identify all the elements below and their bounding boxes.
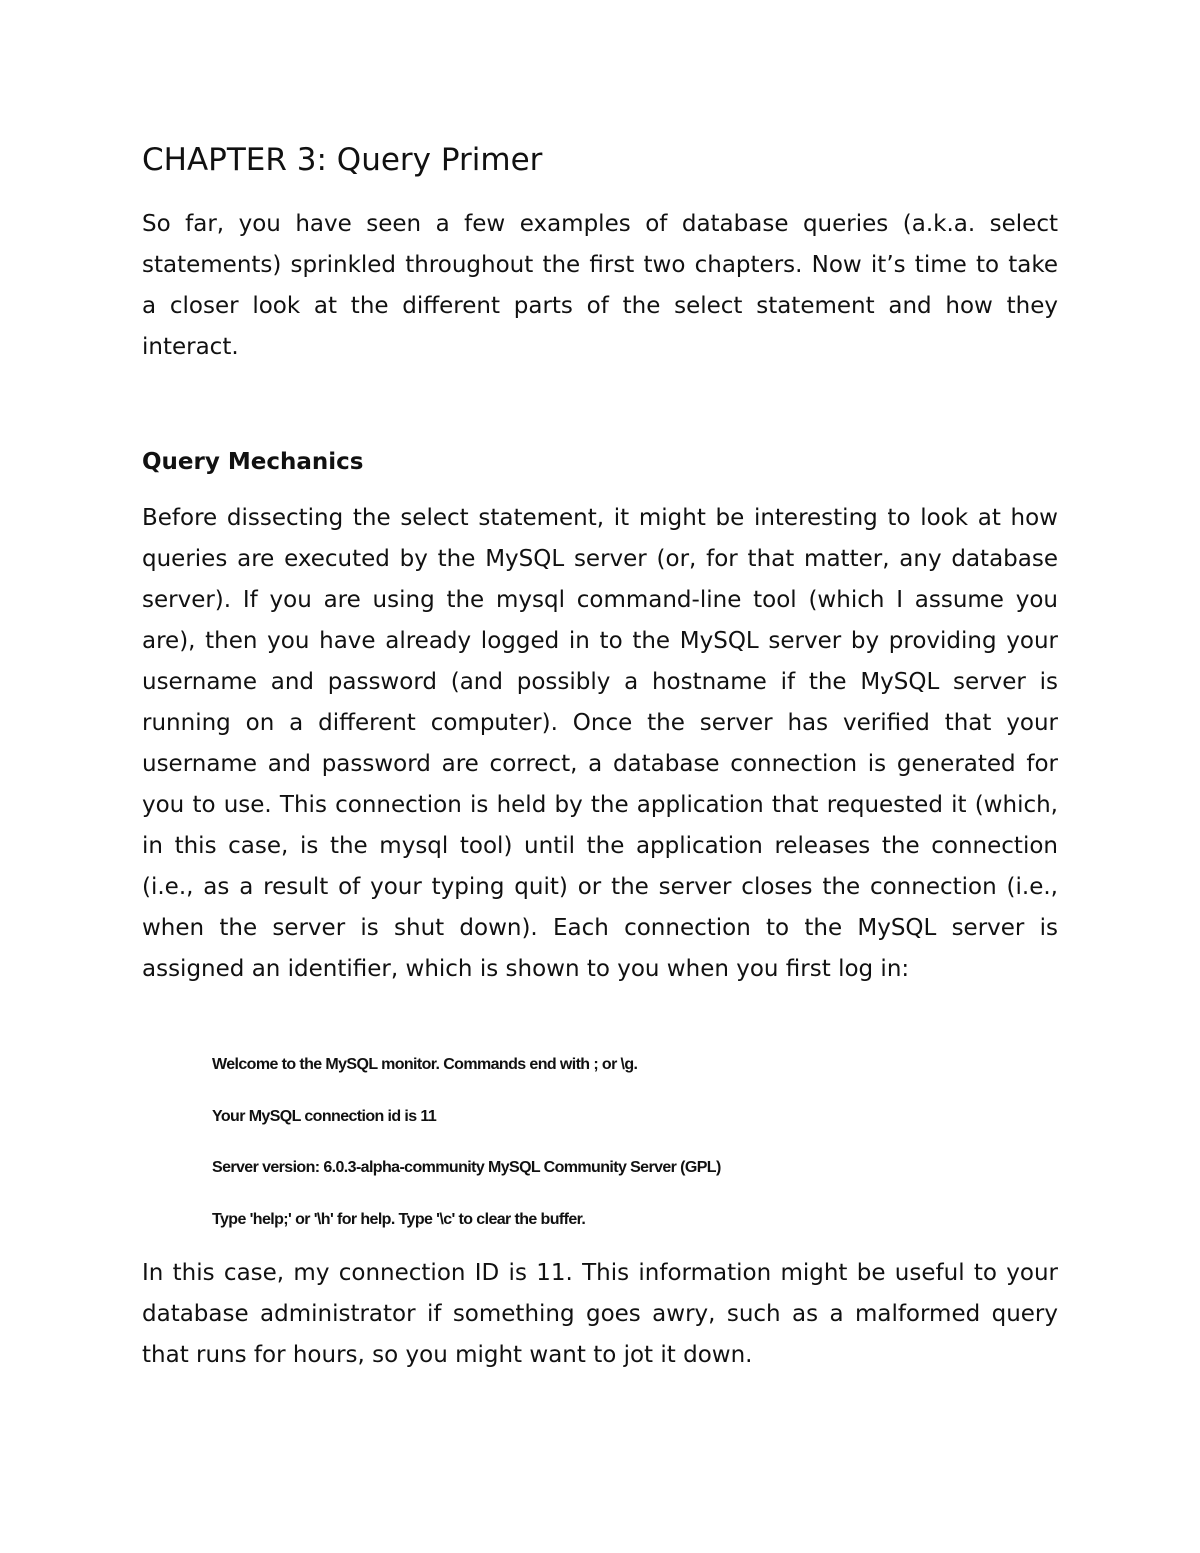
section-heading: Query Mechanics: [142, 449, 364, 475]
code-line: Welcome to the MySQL monitor. Commands end with ; or \g.: [212, 1056, 638, 1073]
code-line: Type 'help;' or '\h' for help. Type '\c' to clear the buffer.: [212, 1211, 586, 1228]
chapter-title: CHAPTER 3: Query Primer: [142, 142, 543, 178]
body-paragraph: Before dissecting the select statement, it might be interesting to look at how queries are executed by the MySQL server (or, for that matter, any database server). If you are using the mysql command-line tool (which I assume you are), then you have already logged in to the MySQL server by providing your username and password (and possibly a hostname if the MySQL server is running on a different computer). Once the server has verified that your username and password are correct, a database connection is generated for you to use. This connection is held by the application that requested it (which, in this case, is the mysql tool) until the application releases the connection (i.e., as a result of your typing quit) or the server closes the connection (i.e., when the server is shut down). Each connection to the MySQL server is assigned an identifier, which is shown to you when you first log in:: [142, 505, 1058, 982]
intro-paragraph: So far, you have seen a few examples of database queries (a.k.a. select statements) sprinkled throughout the first two chapters. Now it’s time to take a closer look at the different parts of the select statement and how they interact.: [142, 211, 1058, 360]
code-line: Server version: 6.0.3-alpha-community MySQL Community Server (GPL): [212, 1159, 721, 1176]
code-line: Your MySQL connection id is 11: [212, 1108, 437, 1125]
body-paragraph: In this case, my connection ID is 11. This information might be useful to your database administrator if something goes awry, such as a malformed query that runs for hours, so you might want to jot it down.: [142, 1260, 1058, 1368]
